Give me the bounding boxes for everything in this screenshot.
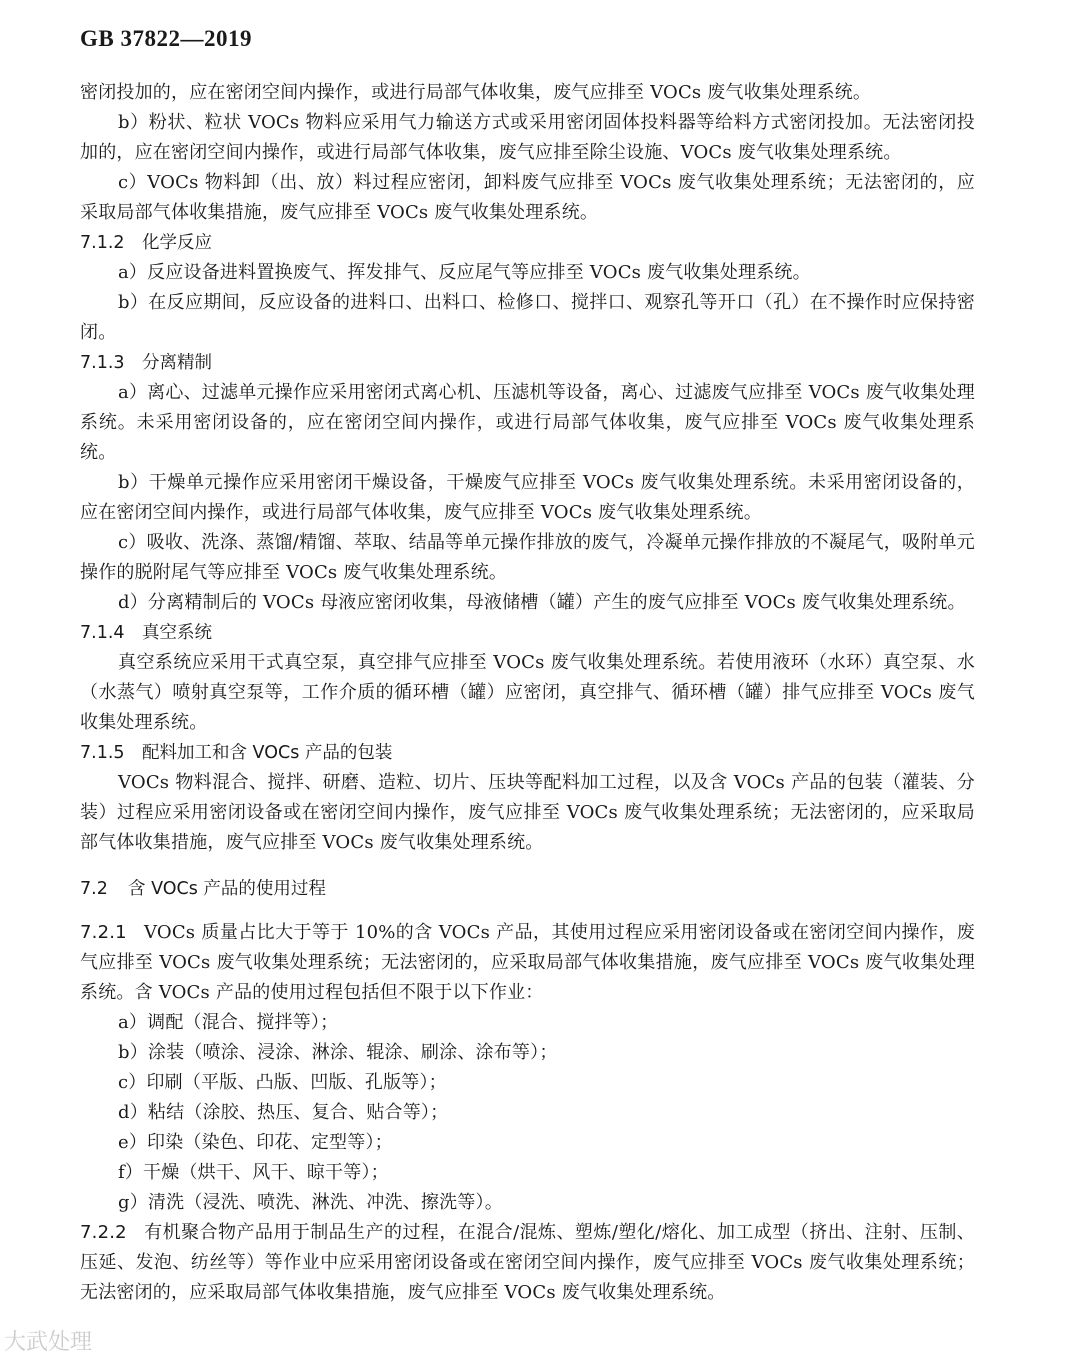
clause-number: 7.2.1 <box>80 922 127 943</box>
continuation-paragraph: 密闭投加的，应在密闭空间内操作，或进行局部气体收集，废气应排至 VOCs 废气收集处理系统。 <box>80 82 872 103</box>
clause-7-1-2-b: b）在反应期间，反应设备的进料口、出料口、检修口、搅拌口、观察孔等开口（孔）在不操作时应保持密闭。 <box>80 292 975 343</box>
list-item: f）干燥（烘干、风干、晾干等）； <box>118 1162 389 1183</box>
clause-7-1-1-c: c）VOCs 物料卸（出、放）料过程应密闭，卸料废气应排至 VOCs 废气收集处理系统；无法密闭的，应采取局部气体收集措施，废气应排至 VOCs 废气收集处理系统。 <box>80 172 975 223</box>
standard-number-header: GB 37822—2019 <box>80 26 252 51</box>
heading-title: 分离精制 <box>142 353 212 373</box>
clause-7-1-2-a: a）反应设备进料置换废气、挥发排气、反应尾气等应排至 VOCs 废气收集处理系统。 <box>118 262 811 283</box>
heading-7-2 <box>80 874 975 904</box>
usage-operations-list <box>80 1008 975 1218</box>
clause-7-1-3-c: c）吸收、洗涤、蒸馏/精馏、萃取、结晶等单元操作排放的废气，冷凝单元操作排放的不凝尾气，吸附单元操作的脱附尾气等应排至 VOCs 废气收集处理系统。 <box>80 532 975 583</box>
heading-number: 7.1.5 <box>80 743 125 763</box>
heading-number: 7.1.2 <box>80 233 125 253</box>
clause-7-1-3-b: b）干燥单元操作应采用密闭干燥设备，干燥废气应排至 VOCs 废气收集处理系统。未采用密闭设备的，应在密闭空间内操作，或进行局部气体收集，废气应排至 VOCs 废气收集处理系统。 <box>80 472 975 523</box>
clause-7-1-5-text: VOCs 物料混合、搅拌、研磨、造粒、切片、压块等配料加工过程，以及含 VOCs 产品的包装（灌装、分装）过程应采用密闭设备或在密闭空间内操作，废气应排至 VOCs 废气收集处理系统；无法密闭的，应采取局部气体收集措施，废气应排至 VOCs 废气收集处理系统。 <box>80 772 975 853</box>
heading-title: 含 VOCs 产品的使用过程 <box>128 879 326 899</box>
list-item: b）涂装（喷涂、浸涂、淋涂、辊涂、刷涂、涂布等）； <box>118 1042 558 1063</box>
list-item: a）调配（混合、搅拌等）； <box>118 1012 339 1033</box>
heading-7-1-5 <box>80 738 975 768</box>
list-item: d）粘结（涂胶、热压、复合、贴合等）； <box>118 1102 449 1123</box>
list-item: e）印染（染色、印花、定型等）； <box>118 1132 393 1153</box>
clause-7-1-1-b: b）粉状、粒状 VOCs 物料应采用气力输送方式或采用密闭固体投料器等给料方式密闭投加。无法密闭投加的，应在密闭空间内操作，或进行局部气体收集，废气应排至除尘设施、VOCs 废气收集处理系统。 <box>80 112 975 163</box>
clause-7-1-3-d: d）分离精制后的 VOCs 母液应密闭收集，母液储槽（罐）产生的废气应排至 VOCs 废气收集处理系统。 <box>118 592 966 613</box>
heading-number: 7.1.4 <box>80 623 125 643</box>
heading-title: 真空系统 <box>142 623 212 643</box>
clause-7-2-1 <box>80 918 975 1008</box>
clause-number: 7.2.2 <box>80 1222 127 1243</box>
heading-7-1-3 <box>80 348 975 378</box>
heading-7-1-2 <box>80 228 975 258</box>
heading-number: 7.1.3 <box>80 353 125 373</box>
heading-title: 化学反应 <box>142 233 212 253</box>
heading-title: 配料加工和含 VOCs 产品的包装 <box>142 743 393 763</box>
clause-text: 有机聚合物产品用于制品生产的过程，在混合/混炼、塑炼/塑化/熔化、加工成型（挤出、注射、压制、压延、发泡、纺丝等）等作业中应采用密闭设备或在密闭空间内操作，废气应排至 VOCs 废气收集处理系统；无法密闭的，应采取局部气体收集措施，废气应排至 VOCs 废气收集处理系统。 <box>80 1222 975 1303</box>
clause-7-1-3-a: a）离心、过滤单元操作应采用密闭式离心机、压滤机等设备，离心、过滤废气应排至 VOCs 废气收集处理系统。未采用密闭设备的，应在密闭空间内操作，或进行局部气体收集，废气应排至 VOCs 废气收集处理系统。 <box>80 382 975 463</box>
list-item: c）印刷（平版、凸版、凹版、孔版等）； <box>118 1072 447 1093</box>
clause-7-2-2 <box>80 1218 975 1308</box>
list-item: g）清洗（浸洗、喷洗、淋洗、冲洗、擦洗等）。 <box>118 1192 503 1213</box>
heading-number: 7.2 <box>80 879 108 899</box>
document-body <box>80 78 975 1308</box>
clause-text: VOCs 质量占比大于等于 10%的含 VOCs 产品，其使用过程应采用密闭设备或在密闭空间内操作，废气应排至 VOCs 废气收集处理系统；无法密闭的，应采取局部气体收集措施，废气应排至 VOCs 废气收集处理系统。含 VOCs 产品的使用过程包括但不限于以下作业： <box>80 922 975 1003</box>
watermark-logo: 大武处理 <box>4 1330 93 1355</box>
clause-7-1-4-text: 真空系统应采用干式真空泵，真空排气应排至 VOCs 废气收集处理系统。若使用液环（水环）真空泵、水（水蒸气）喷射真空泵等，工作介质的循环槽（罐）应密闭，真空排气、循环槽（罐）排气应排至 VOCs 废气收集处理系统。 <box>80 652 975 733</box>
heading-7-1-4 <box>80 618 975 648</box>
